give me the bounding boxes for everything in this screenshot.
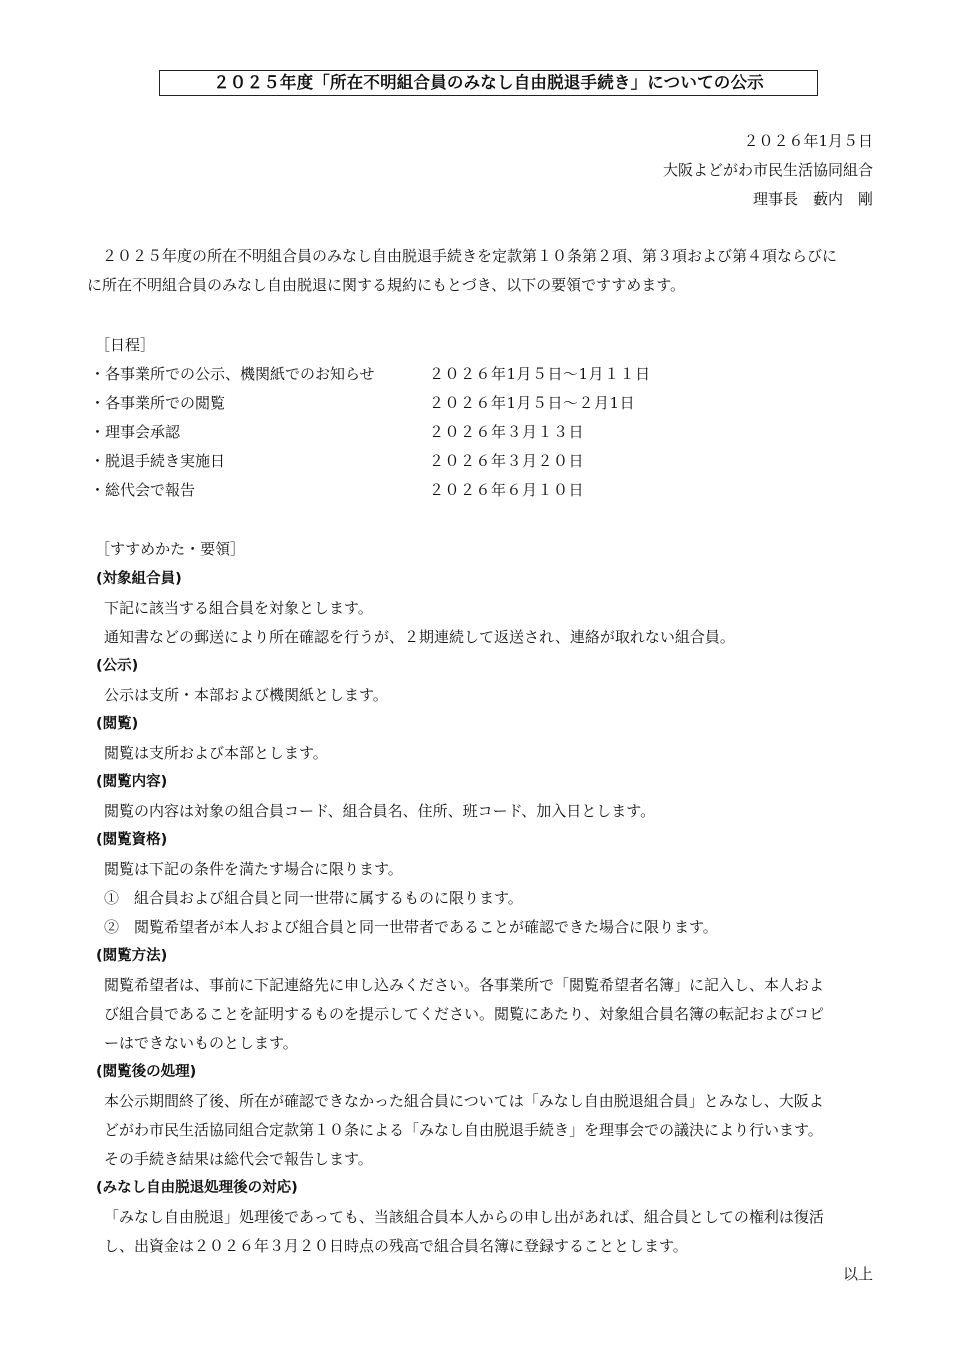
schedule-list: [90, 360, 790, 505]
schedule-label: ・各事業所での閲覧: [90, 394, 226, 412]
closing-text: 以上: [842, 1265, 873, 1283]
numbered-condition: ① 組合員および組合員と同一世帯に属するものに限ります。: [104, 889, 523, 907]
intro-line: に所在不明組合員のみなし自由脱退に関する規約にもとづき、以下の要領ですすめます。: [87, 276, 686, 294]
section-heading: (みなし自由脱退処理後の対応): [96, 1180, 298, 1196]
schedule-row: [90, 360, 790, 389]
organization-name: 大阪よどがわ市民生活協同組合: [662, 161, 873, 179]
section-heading: (閲覧方法): [96, 948, 168, 964]
text-line: ーはできないものとします。: [104, 1034, 298, 1052]
text-line: び組合員であることを証明するものを提示してください。閲覧にあたり、対象組合員名簿の転記およびコピ: [104, 1005, 825, 1023]
issue-date: ２０２６年1月５日: [743, 132, 873, 150]
schedule-date: ２０２６年1月５日～２月1日: [429, 394, 636, 412]
schedule-date: ２０２６年1月５日～1月１１日: [429, 365, 651, 383]
numbered-condition: ② 閲覧希望者が本人および組合員と同一世帯者であることが確認できた場合に限ります。: [104, 918, 718, 936]
notice-title: ２０２５年度「所在不明組合員のみなし自由脱退手続き」についての公示: [159, 70, 818, 96]
schedule-date: ２０２６年６月１０日: [429, 481, 585, 499]
text-line: その手続き結果は総代会で報告します。: [104, 1150, 373, 1168]
section-text: [96, 797, 878, 826]
procedure-heading: ［すすめかた・要領］: [95, 540, 246, 558]
schedule-label: ・脱退手続き実施日: [90, 452, 226, 470]
schedule-heading: ［日程］: [95, 336, 156, 354]
text-line: 公示は支所・本部および機関紙とします。: [104, 686, 388, 704]
section-text: [96, 1087, 878, 1174]
text-line: 下記に該当する組合員を対象とします。: [104, 599, 373, 617]
text-line: 「みなし自由脱退」処理後であっても、当該組合員本人からの申し出があれば、組合員としての権利は復活: [104, 1208, 824, 1226]
schedule-row: [90, 447, 790, 476]
section-text: [96, 855, 878, 942]
schedule-label: ・各事業所での公示、機関紙でのお知らせ: [90, 365, 375, 383]
header-right: [663, 127, 873, 214]
section-heading: (公示): [96, 658, 139, 674]
section-heading: (閲覧資格): [96, 832, 168, 848]
text-line: 閲覧は下記の条件を満たす場合に限ります。: [104, 860, 403, 878]
section-heading: (閲覧内容): [96, 774, 168, 790]
text-line: 本公示期間終了後、所在が確認できなかった組合員については「みなし自由脱退組合員」とみなし、大阪よ: [104, 1092, 824, 1110]
section-heading: (閲覧後の処理): [96, 1064, 197, 1080]
text-line: 閲覧は支所および本部とします。: [104, 744, 328, 762]
schedule-date: ２０２６年３月１３日: [429, 423, 585, 441]
section-text: [96, 594, 878, 652]
section-text: [96, 681, 878, 710]
intro-line: ２０２５年度の所在不明組合員のみなし自由脱退手続きを定款第１０条第２項、第３項および第４項ならびに: [102, 247, 838, 265]
text-line: どがわ市民生活協同組合定款第１０条による「みなし自由脱退手続き」を理事会での議決により行います。: [104, 1121, 823, 1139]
section-text: [96, 739, 878, 768]
text-line: 閲覧の内容は対象の組合員コード、組合員名、住所、班コード、加入日とします。: [104, 802, 656, 820]
schedule-label: ・理事会承認: [90, 423, 181, 441]
schedule-row: [90, 389, 790, 418]
section-text: [96, 1203, 878, 1261]
schedule-date: ２０２６年３月２０日: [429, 452, 585, 470]
section-heading: (対象組合員): [96, 571, 182, 587]
text-line: し、出資金は２０２６年３月２０日時点の残高で組合員名簿に登録することとします。: [104, 1237, 688, 1255]
text-line: 閲覧希望者は、事前に下記連絡先に申し込みください。各事業所で「閲覧希望者名簿」に記入し、本人およ: [104, 976, 825, 994]
section-heading: (閲覧): [96, 716, 139, 732]
intro-paragraph: [87, 242, 875, 300]
signer: 理事長 藪内 剛: [752, 190, 873, 208]
text-line: 通知書などの郵送により所在確認を行うが、２期連続して返送され、連絡が取れない組合員。: [104, 628, 735, 646]
schedule-row: [90, 476, 790, 505]
schedule-label: ・総代会で報告: [90, 481, 196, 499]
procedure-body: [96, 565, 878, 1261]
section-text: [96, 971, 878, 1058]
schedule-row: [90, 418, 790, 447]
